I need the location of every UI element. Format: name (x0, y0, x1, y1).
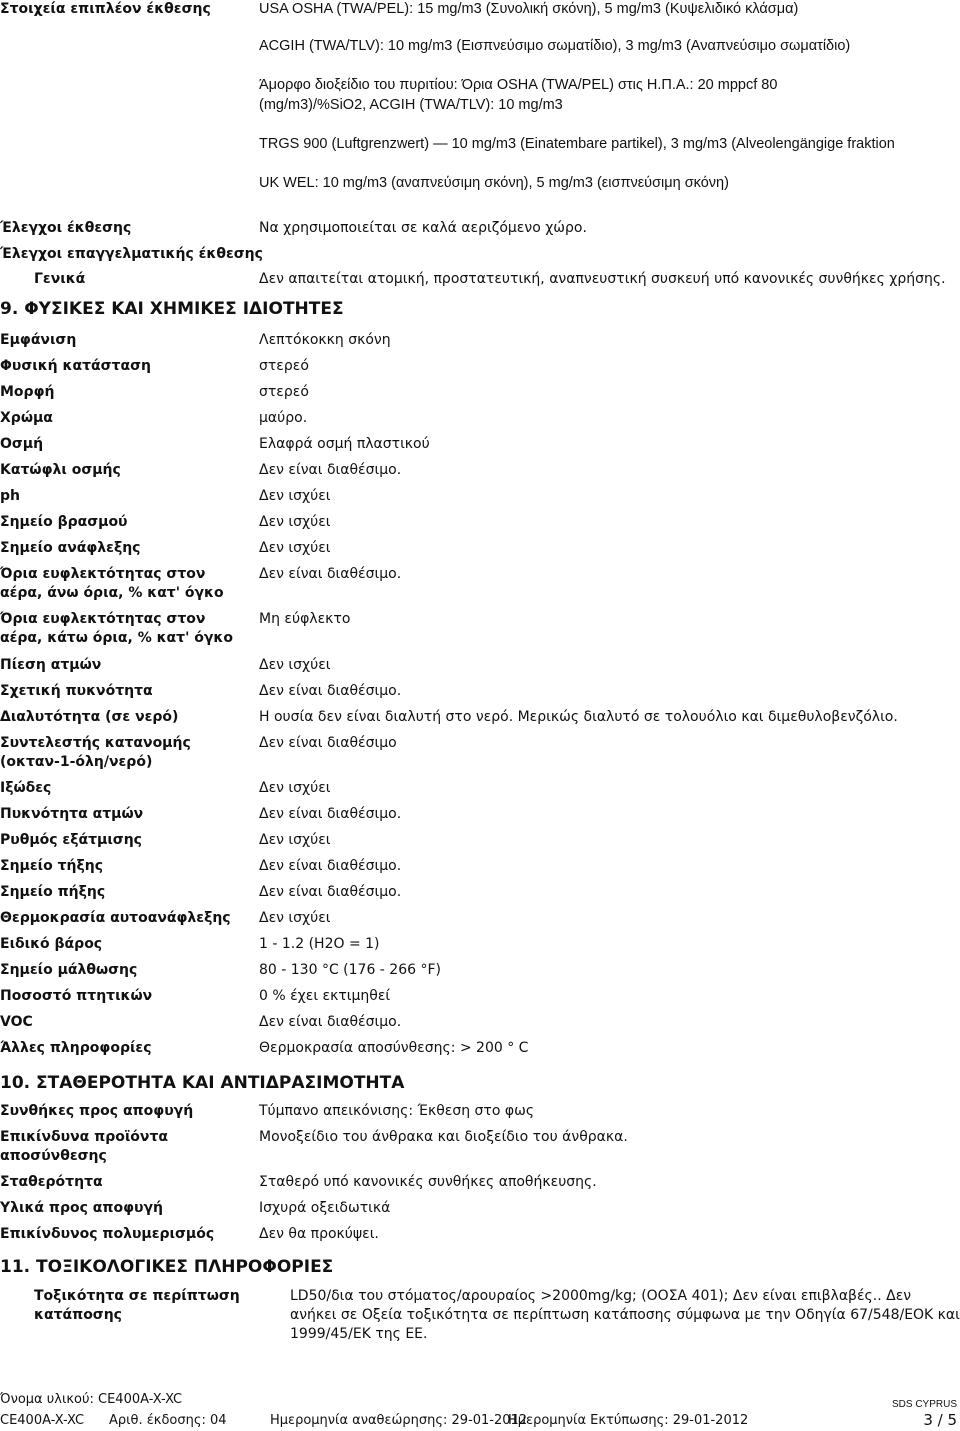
property-label: VOC (0, 1014, 33, 1030)
property-label: Οσμή (0, 436, 44, 452)
footer-edition: Αριθ. έκδοσης: 04 (109, 1413, 227, 1428)
exposure-line: ACGIH (TWA/TLV): 10 mg/m3 (Εισπνεύσιμο σωματίδιο), 3 mg/m3 (Αναπνεύσιμο σωματίδιο) (259, 38, 851, 54)
property-value: Ελαφρά οσμή πλαστικού (259, 436, 430, 452)
property-label: Μορφή (0, 384, 55, 400)
property-value: μαύρο. (259, 410, 308, 426)
property-value: Δεν ισχύει (259, 657, 331, 673)
footer-print-date: Ημερομηνία Εκτύπωσης: 29-01-2012 (508, 1413, 749, 1428)
property-value: Τύμπανο απεικόνισης: Έκθεση στο φως (259, 1103, 535, 1119)
property-label: Ρυθμός εξάτμισης (0, 832, 142, 848)
property-value: 80 - 130 °C (176 - 266 °F) (259, 962, 441, 978)
property-value: Δεν θα προκύψει. (259, 1226, 379, 1242)
property-value: Δεν είναι διαθέσιμο. (259, 884, 402, 900)
property-value: Μονοξείδιο του άνθρακα και διοξείδιο του άνθρακα. (259, 1129, 628, 1145)
property-label: Ειδικό βάρος (0, 936, 103, 952)
exposure-controls-value: Να χρησιμοποιείται σε καλά αεριζόμενο χώρο. (259, 220, 587, 236)
section-heading: 11. ΤΟΞΙΚΟΛΟΓΙΚΕΣ ΠΛΗΡΟΦΟΡΙΕΣ (0, 1257, 334, 1277)
footer-code: CE400A-X-XC (0, 1413, 85, 1428)
section-heading: 10. ΣΤΑΘΕΡΟΤΗΤΑ ΚΑΙ ΑΝΤΙΔΡΑΣΙΜΟΤΗΤΑ (0, 1073, 405, 1093)
property-value: Δεν ισχύει (259, 780, 331, 796)
property-label: Σημείο ανάφλεξης (0, 540, 141, 556)
property-label-line2: αέρα, κάτω όρια, % κατ' όγκο (0, 630, 233, 646)
property-label: Σημείο πήξης (0, 884, 106, 900)
property-label: Όρια ευφλεκτότητας στον (0, 611, 206, 627)
property-label: Υλικά προς αποφυγή (0, 1200, 163, 1216)
property-label: Όρια ευφλεκτότητας στον (0, 566, 206, 582)
toxicity-value-line: LD50/δια του στόματος/αρουραίος >2000mg/kg; (ΟΟΣΑ 401); Δεν είναι επιβλαβές.. Δεν (290, 1288, 912, 1304)
toxicity-value-line: 1999/45/ΕΚ της ΕΕ. (290, 1326, 428, 1342)
exposure-line: UK WEL: 10 mg/m3 (αναπνεύσιμη σκόνη), 5 mg/m3 (εισπνεύσιμη σκόνη) (259, 175, 729, 191)
property-label: Πίεση ατμών (0, 657, 102, 673)
property-value: στερεό (259, 358, 309, 374)
toxicity-value-line: ανήκει σε Οξεία τοξικότητα σε περίπτωση κατάποσης σύμφωνα με την Οδηγία 67/548/ΕΟΚ και (290, 1307, 960, 1323)
occupational-controls-label: Έλεγχοι επαγγελματικής έκθεσης (0, 246, 263, 262)
property-value: Δεν είναι διαθέσιμο. (259, 566, 402, 582)
property-label-line2: αποσύνθεσης (0, 1148, 107, 1164)
property-label: Σχετική πυκνότητα (0, 683, 153, 699)
property-label: Ιξώδες (0, 780, 52, 796)
property-value: 0 % έχει εκτιμηθεί (259, 988, 391, 1004)
exposure-line: (mg/m3)/%SiO2, ACGIH (TWA/TLV): 10 mg/m3 (259, 97, 563, 113)
footer-revision-date: Ημερομηνία αναθεώρησης: 29-01-2012 (270, 1413, 528, 1428)
property-label: Επικίνδυνα προϊόντα (0, 1129, 169, 1145)
property-value: Δεν ισχύει (259, 832, 331, 848)
property-label: Ποσοστό πτητικών (0, 988, 153, 1004)
property-label-line2: αέρα, άνω όρια, % κατ' όγκο (0, 585, 224, 601)
property-value: Δεν ισχύει (259, 540, 331, 556)
property-value: στερεό (259, 384, 309, 400)
property-value: Λεπτόκοκκη σκόνη (259, 332, 391, 348)
exposure-label: Στοιχεία επιπλέον έκθεσης (0, 1, 211, 17)
property-value: Δεν ισχύει (259, 514, 331, 530)
general-value: Δεν απαιτείται ατομική, προστατευτική, αναπνευστική συσκευή υπό κανονικές συνθήκες χρήσης. (259, 271, 946, 287)
toxicity-label-line2: κατάποσης (34, 1307, 122, 1323)
property-value: Ισχυρά οξειδωτικά (259, 1200, 391, 1216)
property-label: Κατώφλι οσμής (0, 462, 121, 478)
property-label: Σημείο τήξης (0, 858, 104, 874)
property-label: Επικίνδυνος πολυμερισμός (0, 1226, 215, 1242)
exposure-line: TRGS 900 (Luftgrenzwert) — 10 mg/m3 (Einatembare partikel), 3 mg/m3 (Alveolengängige fraktion (259, 136, 895, 152)
property-value: Δεν είναι διαθέσιμο. (259, 1014, 402, 1030)
property-value: Σταθερό υπό κανονικές συνθήκες αποθήκευσης. (259, 1174, 597, 1190)
property-value: Δεν ισχύει (259, 910, 331, 926)
exposure-line: USA OSHA (TWA/PEL): 15 mg/m3 (Συνολική σκόνη), 5 mg/m3 (Κυψελιδικό κλάσμα) (259, 1, 799, 17)
footer-page-number: 3 / 5 (923, 1411, 957, 1429)
section-heading: 9. ΦΥΣΙΚΕΣ ΚΑΙ ΧΗΜΙΚΕΣ ΙΔΙΟΤΗΤΕΣ (0, 299, 344, 319)
property-label: Φυσική κατάσταση (0, 358, 151, 374)
property-label: Συνθήκες προς αποφυγή (0, 1103, 194, 1119)
property-label: Συντελεστής κατανομής (0, 735, 191, 751)
property-value: Δεν είναι διαθέσιμο. (259, 858, 402, 874)
property-value: Δεν ισχύει (259, 488, 331, 504)
exposure-line: Άμορφο διοξείδιο του πυριτίου: Όρια OSHA (TWA/PEL) στις Η.Π.Α.: 20 mppcf 80 (259, 77, 778, 93)
property-label: ph (0, 488, 20, 504)
property-value: Θερμοκρασία αποσύνθεσης: > 200 ° C (259, 1040, 529, 1056)
property-label: Διαλυτότητα (σε νερό) (0, 709, 179, 725)
property-label: Σημείο μάλθωσης (0, 962, 138, 978)
property-value: Δεν είναι διαθέσιμο (259, 735, 397, 751)
property-value: Μη εύφλεκτο (259, 611, 351, 627)
footer-brand: SDS CYPRUS (891, 1399, 957, 1410)
property-label: Θερμοκρασία αυτοανάφλεξης (0, 910, 231, 926)
property-label: Χρώμα (0, 410, 53, 426)
property-value: Δεν είναι διαθέσιμο. (259, 683, 402, 699)
property-value: Δεν είναι διαθέσιμο. (259, 462, 402, 478)
property-label: Σημείο βρασμού (0, 514, 128, 530)
property-value: Η ουσία δεν είναι διαλυτή στο νερό. Μερικώς διαλυτό σε τολουόλιο και διμεθυλοβενζόλιο. (259, 709, 898, 725)
exposure-controls-label: Έλεγχοι έκθεσης (0, 220, 132, 236)
property-label: Πυκνότητα ατμών (0, 806, 144, 822)
property-value: 1 - 1.2 (H2O = 1) (259, 936, 380, 952)
property-label: Σταθερότητα (0, 1174, 103, 1190)
toxicity-label: Τοξικότητα σε περίπτωση (34, 1288, 240, 1304)
property-label-line2: (οκταν-1-όλη/νερό) (0, 754, 153, 770)
property-label: Άλλες πληροφορίες (0, 1040, 152, 1056)
property-value: Δεν είναι διαθέσιμο. (259, 806, 402, 822)
footer-material-name: Όνομα υλικού: CE400A-X-XC (0, 1392, 183, 1407)
property-label: Εμφάνιση (0, 332, 77, 348)
general-label: Γενικά (34, 271, 86, 287)
